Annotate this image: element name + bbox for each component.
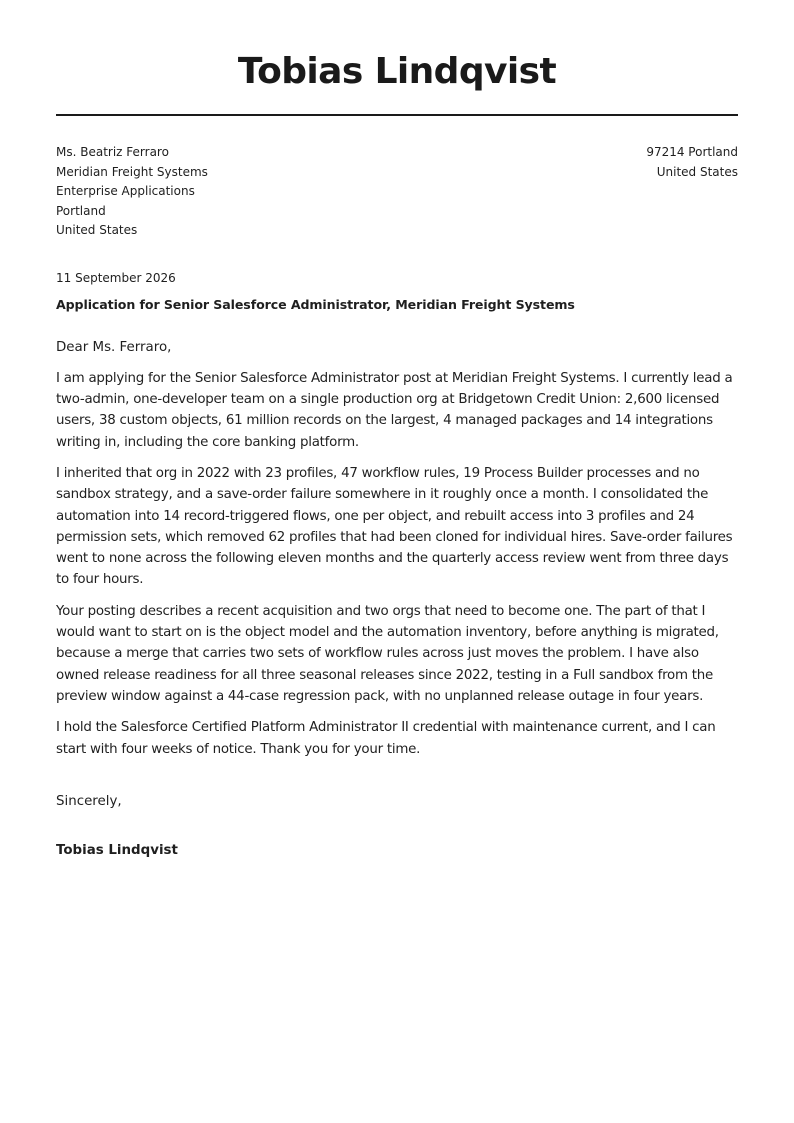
address-block bbox=[56, 143, 738, 241]
header-divider bbox=[56, 114, 738, 116]
sender-name-heading: Tobias Lindqvist bbox=[237, 51, 557, 92]
letter-date: 11 September 2026 bbox=[56, 270, 176, 285]
sender-address-line-2: United States bbox=[656, 164, 738, 179]
recipient-department: Enterprise Applications bbox=[56, 184, 195, 198]
recipient-name: Ms. Beatriz Ferraro bbox=[56, 145, 169, 159]
recipient-city: Portland bbox=[56, 203, 106, 218]
closing: Sincerely, bbox=[56, 793, 122, 809]
body-paragraph: I inherited that org in 2022 with 23 profiles, 47 workflow rules, 19 Process Builder processes and no sandbox strategy, and a save-order failure somewhere in it roughly once a month. I consolidated the automation into 14 record-triggered flows, one per object, and rebuilt access into 3 profiles and 24 permission sets, which removed 62 profiles that had been cloned for individual hires. Save-order failures went to none across the following eleven months and the quarterly access review went from three days to four hours. bbox=[56, 465, 733, 588]
recipient-company: Meridian Freight Systems bbox=[56, 164, 208, 179]
signature-name: Tobias Lindqvist bbox=[56, 842, 178, 858]
sender-address bbox=[646, 143, 738, 241]
body-paragraph: I hold the Salesforce Certified Platform Administrator II credential with maintenance current, and I can start with four weeks of notice. Thank you for your time. bbox=[56, 720, 716, 757]
body-paragraph: Your posting describes a recent acquisition and two orgs that need to become one. The part of that I would want to start on is the object model and the automation inventory, before anything is migrated, because a merge that carries two sets of workflow rules across just moves the problem. I have also owned release readiness for all three seasonal releases since 2022, testing in a Full sandbox from the preview window against a 44-case regression pack, with no unplanned release outage in four years. bbox=[56, 603, 719, 704]
cover-letter-page bbox=[56, 0, 738, 1123]
letter-body bbox=[56, 368, 738, 760]
recipient-country: United States bbox=[56, 223, 138, 237]
body-paragraph: I am applying for the Senior Salesforce Administrator post at Meridian Freight Systems. I currently lead a two-admin, one-developer team on a single production org at Bridgetown Credit Union: 2,600 licensed users, 38 custom objects, 61 million records on the largest, 4 managed packages and 14 integrations writing in, including the core banking platform. bbox=[56, 370, 733, 450]
salutation: Dear Ms. Ferraro, bbox=[56, 339, 172, 355]
sender-address-line-1: 97214 Portland bbox=[646, 145, 738, 159]
letter-subject: Application for Senior Salesforce Administrator, Meridian Freight Systems bbox=[56, 296, 575, 312]
recipient-address bbox=[56, 143, 208, 241]
